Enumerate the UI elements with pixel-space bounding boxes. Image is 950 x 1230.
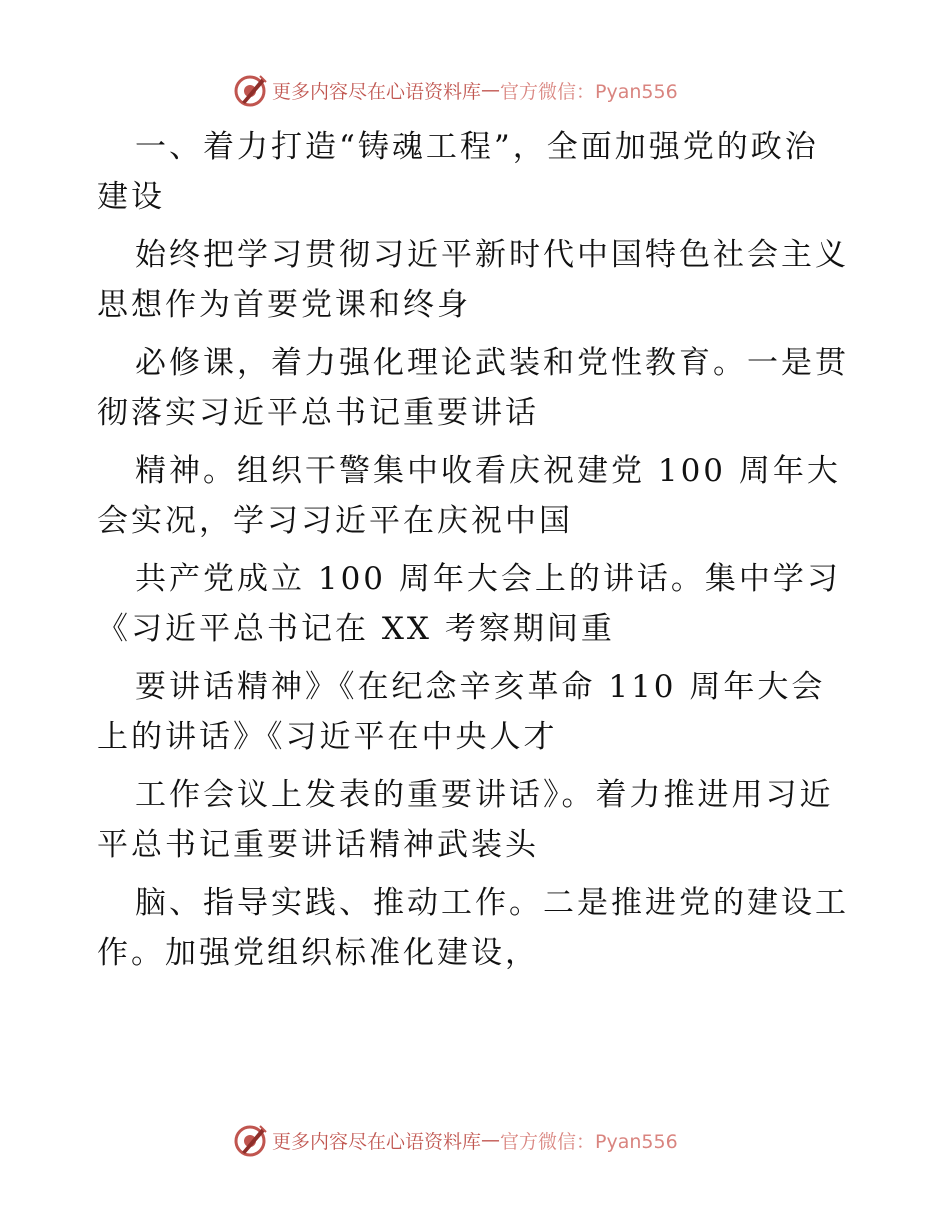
paragraph-line: 一、着力打造“铸魂工程”，全面加强党的政治 bbox=[135, 129, 819, 165]
paragraph bbox=[97, 554, 857, 654]
paragraph bbox=[97, 230, 857, 330]
header-banner bbox=[232, 70, 678, 110]
paragraph-line: 脑、指导实践、推动工作。二是推进党的建设工 bbox=[135, 885, 849, 921]
banner-wechat-text: 官方微信：Pyan556 bbox=[500, 80, 678, 103]
quill-logo-icon bbox=[232, 72, 268, 108]
paragraph-line: 彻落实习近平总书记重要讲话 bbox=[97, 395, 539, 431]
paragraph-line: 精神。组织干警集中收看庆祝建党 100 周年大 bbox=[135, 453, 841, 489]
paragraph-line: 始终把学习贯彻习近平新时代中国特色社会主义 bbox=[135, 237, 849, 273]
banner-site-text: 更多内容尽在心语资料库 bbox=[272, 1130, 482, 1153]
paragraph bbox=[97, 770, 857, 870]
paragraph bbox=[97, 446, 857, 546]
paragraph-line: 平总书记重要讲话精神武装头 bbox=[97, 827, 539, 863]
banner-separator: — bbox=[481, 1129, 501, 1151]
paragraph-line: 共产党成立 100 周年大会上的讲话。集中学习 bbox=[135, 561, 841, 597]
banner-separator: — bbox=[481, 79, 501, 101]
paragraph-line: 上的讲话》《习近平在中央人才 bbox=[97, 719, 558, 755]
paragraph bbox=[97, 878, 857, 978]
document-body bbox=[97, 122, 857, 978]
banner-wechat-text: 官方微信：Pyan556 bbox=[500, 1130, 678, 1153]
paragraph-line: 作。加强党组织标准化建设， bbox=[97, 935, 539, 971]
paragraph-line: 思想作为首要党课和终身 bbox=[97, 287, 471, 323]
paragraph bbox=[97, 338, 857, 438]
paragraph-line: 建设 bbox=[97, 179, 165, 215]
banner-site-text: 更多内容尽在心语资料库 bbox=[272, 80, 482, 103]
paragraph bbox=[97, 122, 857, 222]
paragraph-line: 会实况，学习习近平在庆祝中国 bbox=[97, 503, 573, 539]
paragraph-line: 工作会议上发表的重要讲话》。着力推进用习近 bbox=[135, 777, 834, 813]
paragraph-line: 《习近平总书记在 XX 考察期间重 bbox=[97, 611, 615, 647]
paragraph-line: 要讲话精神》《在纪念辛亥革命 110 周年大会 bbox=[135, 669, 826, 705]
quill-logo-icon bbox=[232, 1122, 268, 1158]
paragraph-line: 必修课，着力强化理论武装和党性教育。一是贯 bbox=[135, 345, 849, 381]
footer-banner bbox=[232, 1120, 678, 1160]
paragraph bbox=[97, 662, 857, 762]
